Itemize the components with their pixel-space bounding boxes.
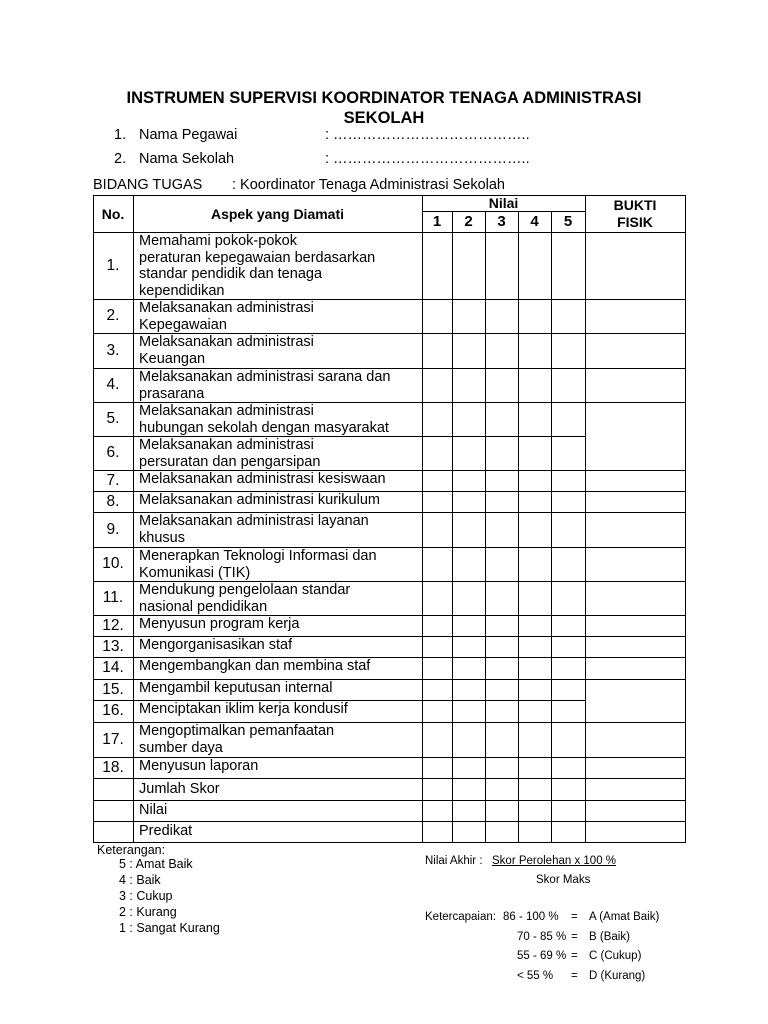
row-number: 12. bbox=[102, 616, 124, 634]
aspek-text-line: Komunikasi (TIK) bbox=[139, 564, 251, 581]
aspek-cell bbox=[133, 333, 422, 368]
score-cell-2[interactable] bbox=[453, 300, 485, 333]
score-cell-5[interactable] bbox=[552, 471, 585, 491]
score-cell-5[interactable] bbox=[552, 582, 585, 615]
field-number: 1. bbox=[114, 127, 127, 143]
score-cell-5[interactable] bbox=[552, 658, 585, 679]
aspek-text-line: Mengorganisasikan staf bbox=[139, 637, 293, 653]
aspek-cell bbox=[133, 636, 422, 657]
nilai-akhir-numerator: Skor Perolehan x 100 % bbox=[492, 855, 617, 867]
aspek-cell bbox=[133, 757, 422, 778]
row-number: 9. bbox=[106, 520, 120, 538]
score-cell-4[interactable] bbox=[519, 233, 551, 299]
ketercapaian-grade: B (Baik) bbox=[589, 930, 630, 943]
aspek-cell bbox=[133, 547, 422, 581]
aspek-text-line: Melaksanakan administrasi sarana dan bbox=[139, 369, 391, 385]
score-cell-2[interactable] bbox=[453, 758, 485, 778]
score-cell-5[interactable] bbox=[552, 334, 585, 368]
aspek-cell bbox=[133, 368, 422, 402]
row-number: 10. bbox=[102, 555, 124, 572]
aspek-cell bbox=[133, 232, 422, 299]
aspek-cell bbox=[133, 491, 422, 512]
score-cell-4[interactable] bbox=[519, 403, 551, 436]
score-cell-2[interactable] bbox=[453, 582, 485, 615]
score-cell-5[interactable] bbox=[552, 369, 585, 402]
row-number: 2. bbox=[106, 307, 120, 324]
column-header-no: No. bbox=[101, 205, 125, 222]
ketercapaian-range: < 55 % bbox=[517, 969, 554, 982]
score-cell-3[interactable] bbox=[486, 334, 518, 368]
aspek-text-line: hubungan sekolah dengan masyarakat bbox=[139, 419, 389, 436]
score-cell-5[interactable] bbox=[552, 300, 585, 333]
title-line-1: INSTRUMEN SUPERVISI KOORDINATOR TENAGA ADMINISTRASI bbox=[126, 89, 642, 107]
score-cell-3[interactable] bbox=[486, 758, 518, 778]
row-number: 1. bbox=[106, 256, 120, 274]
keterangan-item: 3 : Cukup bbox=[119, 889, 173, 903]
aspek-text-line: Melaksanakan administrasi bbox=[139, 334, 314, 350]
field-label: Nama Sekolah bbox=[139, 151, 235, 167]
ketercapaian-equals: = bbox=[571, 911, 578, 923]
aspek-cell bbox=[133, 436, 422, 470]
score-cell-5[interactable] bbox=[552, 403, 585, 436]
aspek-text-line: kependidikan bbox=[139, 282, 225, 299]
aspek-cell bbox=[133, 470, 422, 491]
aspek-text-line: prasarana bbox=[139, 385, 205, 402]
aspek-cell bbox=[133, 700, 422, 722]
aspek-cell bbox=[133, 657, 422, 679]
score-cell-4[interactable] bbox=[519, 369, 551, 402]
ketercapaian-grade: A (Amat Baik) bbox=[589, 911, 660, 923]
score-cell-4[interactable] bbox=[519, 582, 551, 615]
keterangan-item: 1 : Sangat Kurang bbox=[119, 921, 220, 935]
score-cell-2[interactable] bbox=[453, 471, 485, 491]
score-cell-2[interactable] bbox=[453, 403, 485, 436]
score-cell-2[interactable] bbox=[453, 723, 485, 757]
row-number: 6. bbox=[106, 444, 120, 461]
row-number: 11. bbox=[102, 589, 124, 606]
footer-label-jumlah-skor: Jumlah Skor bbox=[139, 780, 220, 797]
score-cell-3[interactable] bbox=[486, 582, 518, 615]
aspek-text-line: Menyusun laporan bbox=[139, 758, 259, 774]
score-cell-3[interactable] bbox=[486, 701, 518, 722]
score-cell-5[interactable] bbox=[552, 723, 585, 757]
score-cell-2[interactable] bbox=[453, 369, 485, 402]
aspek-text-line: Menerapkan Teknologi Informasi dan bbox=[139, 548, 377, 564]
score-cell-2[interactable] bbox=[453, 492, 485, 512]
field-label: Nama Pegawai bbox=[139, 127, 238, 143]
row-number: 5. bbox=[106, 410, 120, 427]
score-cell-1[interactable] bbox=[423, 582, 452, 615]
aspek-text-line: persuratan dan pengarsipan bbox=[139, 453, 321, 470]
aspek-text-line: Melaksanakan administrasi kesiswaan bbox=[139, 471, 386, 487]
score-cell-2[interactable] bbox=[453, 513, 485, 547]
aspek-text-line: Mengoptimalkan pemanfaatan bbox=[139, 723, 335, 739]
bukti-label: BUKTI bbox=[613, 196, 657, 213]
footer-label-nilai: Nilai bbox=[139, 802, 168, 819]
ketercapaian-label: Ketercapaian: bbox=[425, 911, 496, 923]
score-cell-5[interactable] bbox=[552, 233, 585, 299]
score-cell-3[interactable] bbox=[486, 637, 518, 657]
aspek-cell bbox=[133, 581, 422, 615]
aspek-cell bbox=[133, 299, 422, 333]
score-cell-3[interactable] bbox=[486, 513, 518, 547]
aspek-text-line: peraturan kepegawaian berdasarkan bbox=[139, 249, 376, 266]
score-cell-1[interactable] bbox=[423, 471, 452, 491]
score-cell-3[interactable] bbox=[486, 616, 518, 636]
footer-label-predikat: Predikat bbox=[139, 823, 193, 840]
score-cell-3[interactable] bbox=[486, 658, 518, 679]
score-cell-1[interactable] bbox=[423, 492, 452, 512]
score-cell-1[interactable] bbox=[423, 758, 452, 778]
keterangan-item: 4 : Baik bbox=[119, 873, 161, 887]
table-rule bbox=[93, 842, 686, 843]
aspek-text-line: Melaksanakan administrasi bbox=[139, 437, 314, 453]
score-cell-1[interactable] bbox=[423, 369, 452, 402]
score-cell-1[interactable] bbox=[423, 334, 452, 368]
aspek-text-line: Mengambil keputusan internal bbox=[139, 680, 333, 696]
score-cell-1[interactable] bbox=[423, 437, 452, 470]
score-cell-4[interactable] bbox=[519, 513, 551, 547]
score-cell-1[interactable] bbox=[423, 658, 452, 679]
score-cell-5[interactable] bbox=[552, 437, 585, 470]
row-number: 8. bbox=[106, 492, 120, 510]
score-cell-3[interactable] bbox=[486, 300, 518, 333]
aspek-text-line: Menciptakan iklim kerja kondusif bbox=[139, 701, 348, 717]
table-rule bbox=[685, 195, 686, 843]
row-number: 15. bbox=[102, 680, 124, 698]
score-cell-4[interactable] bbox=[519, 637, 551, 657]
score-cell-2[interactable] bbox=[453, 658, 485, 679]
score-cell-4[interactable] bbox=[519, 658, 551, 679]
score-cell-5[interactable] bbox=[552, 637, 585, 657]
aspek-text-line: sumber daya bbox=[139, 739, 223, 756]
score-cell-1[interactable] bbox=[423, 616, 452, 636]
score-cell-4[interactable] bbox=[519, 492, 551, 512]
row-number: 4. bbox=[106, 376, 120, 393]
score-cell-1[interactable] bbox=[423, 513, 452, 547]
row-number: 13. bbox=[102, 637, 124, 655]
score-cell-1[interactable] bbox=[423, 300, 452, 333]
fisik-label: FISIK bbox=[617, 213, 653, 230]
score-cell-4[interactable] bbox=[519, 437, 551, 470]
score-cell-3[interactable] bbox=[486, 403, 518, 436]
score-cell-5[interactable] bbox=[552, 548, 585, 581]
score-cell-1[interactable] bbox=[423, 680, 452, 700]
score-cell-2[interactable] bbox=[453, 616, 485, 636]
ketercapaian-equals: = bbox=[571, 969, 578, 982]
score-header-1: 1 bbox=[432, 213, 442, 230]
score-cell-2[interactable] bbox=[453, 701, 485, 722]
row-number: 14. bbox=[102, 659, 124, 676]
score-cell-5[interactable] bbox=[552, 680, 585, 700]
row-number: 18. bbox=[102, 758, 124, 776]
column-header-aspek: Aspek yang Diamati bbox=[210, 205, 345, 222]
score-cell-1[interactable] bbox=[423, 637, 452, 657]
aspek-text-line: standar pendidik dan tenaga bbox=[139, 266, 323, 282]
column-header-nilai: Nilai bbox=[488, 195, 519, 211]
aspek-cell bbox=[133, 615, 422, 636]
score-cell-4[interactable] bbox=[519, 548, 551, 581]
score-cell-2[interactable] bbox=[453, 637, 485, 657]
field-number: 2. bbox=[114, 151, 127, 167]
field-value: : ………………………………….. bbox=[325, 127, 530, 143]
ketercapaian-equals: = bbox=[571, 950, 578, 962]
score-header-4: 4 bbox=[530, 213, 539, 230]
aspek-text-line: Memahami pokok-pokok bbox=[139, 233, 297, 249]
score-cell-3[interactable] bbox=[486, 369, 518, 402]
aspek-text-line: Melaksanakan administrasi layanan bbox=[139, 513, 369, 529]
aspek-text-line: Melaksanakan administrasi kurikulum bbox=[139, 492, 380, 508]
aspek-cell bbox=[133, 722, 422, 757]
bidang-label: BIDANG TUGAS bbox=[93, 177, 203, 193]
score-header-5: 5 bbox=[563, 213, 573, 230]
score-cell-4[interactable] bbox=[519, 300, 551, 333]
title-line-2: SEKOLAH bbox=[343, 109, 425, 127]
score-cell-2[interactable] bbox=[453, 334, 485, 368]
ketercapaian-range: 55 - 69 % bbox=[517, 950, 567, 962]
score-cell-5[interactable] bbox=[552, 513, 585, 547]
nilai-akhir-label: Nilai Akhir : bbox=[425, 855, 483, 867]
aspek-text-line: Mendukung pengelolaan standar bbox=[139, 582, 351, 598]
score-cell-4[interactable] bbox=[519, 334, 551, 368]
aspek-cell bbox=[133, 402, 422, 436]
aspek-text-line: Keuangan bbox=[139, 350, 206, 367]
score-cell-3[interactable] bbox=[486, 437, 518, 470]
ketercapaian-grade: D (Kurang) bbox=[589, 969, 646, 982]
score-cell-4[interactable] bbox=[519, 471, 551, 491]
column-header-bukti-fisik bbox=[585, 195, 685, 232]
score-cell-4[interactable] bbox=[519, 701, 551, 722]
ketercapaian-grade: C (Cukup) bbox=[589, 950, 642, 962]
nilai-akhir-denominator: Skor Maks bbox=[536, 874, 591, 886]
score-cell-4[interactable] bbox=[519, 616, 551, 636]
keterangan-item: 5 : Amat Baik bbox=[119, 857, 193, 871]
bidang-value: : Koordinator Tenaga Administrasi Sekolah bbox=[232, 177, 505, 193]
aspek-cell bbox=[133, 512, 422, 547]
score-cell-4[interactable] bbox=[519, 758, 551, 778]
keterangan-item: 2 : Kurang bbox=[119, 905, 177, 919]
aspek-text-line: khusus bbox=[139, 529, 185, 546]
aspek-text-line: Melaksanakan administrasi bbox=[139, 403, 314, 419]
score-cell-3[interactable] bbox=[486, 723, 518, 757]
ketercapaian-range: 86 - 100 % bbox=[503, 911, 559, 923]
score-header-3: 3 bbox=[497, 213, 506, 230]
row-number: 17. bbox=[102, 730, 124, 748]
score-cell-2[interactable] bbox=[453, 437, 485, 470]
row-number: 3. bbox=[106, 341, 120, 359]
table-rule bbox=[585, 195, 586, 842]
score-cell-5[interactable] bbox=[552, 492, 585, 512]
score-cell-2[interactable] bbox=[453, 233, 485, 299]
keterangan-title: Keterangan: bbox=[97, 843, 166, 857]
aspek-text-line: Melaksanakan administrasi bbox=[139, 300, 314, 316]
score-cell-2[interactable] bbox=[453, 680, 485, 700]
aspek-text-line: Mengembangkan dan membina staf bbox=[139, 658, 371, 674]
field-value: : ………………………………….. bbox=[325, 151, 530, 167]
aspek-text-line: Kepegawaian bbox=[139, 316, 227, 333]
score-cell-3[interactable] bbox=[486, 233, 518, 299]
aspek-text-line: Menyusun program kerja bbox=[139, 616, 300, 632]
score-cell-3[interactable] bbox=[486, 548, 518, 581]
ketercapaian-range: 70 - 85 % bbox=[517, 930, 567, 943]
ketercapaian-equals: = bbox=[571, 930, 578, 943]
score-cell-3[interactable] bbox=[486, 492, 518, 512]
score-cell-5[interactable] bbox=[552, 701, 585, 722]
aspek-text-line: nasional pendidikan bbox=[139, 598, 268, 615]
score-cell-4[interactable] bbox=[519, 680, 551, 700]
aspek-cell bbox=[133, 679, 422, 700]
score-cell-3[interactable] bbox=[486, 680, 518, 700]
score-cell-5[interactable] bbox=[552, 758, 585, 778]
score-cell-4[interactable] bbox=[519, 723, 551, 757]
score-cell-1[interactable] bbox=[423, 701, 452, 722]
score-cell-2[interactable] bbox=[453, 548, 485, 581]
row-number: 7. bbox=[106, 471, 120, 489]
score-header-2: 2 bbox=[464, 213, 473, 230]
score-cell-3[interactable] bbox=[486, 471, 518, 491]
score-cell-1[interactable] bbox=[423, 233, 452, 299]
score-cell-1[interactable] bbox=[423, 403, 452, 436]
row-number: 16. bbox=[102, 702, 124, 719]
score-cell-5[interactable] bbox=[552, 616, 585, 636]
score-cell-1[interactable] bbox=[423, 723, 452, 757]
score-cell-1[interactable] bbox=[423, 548, 452, 581]
